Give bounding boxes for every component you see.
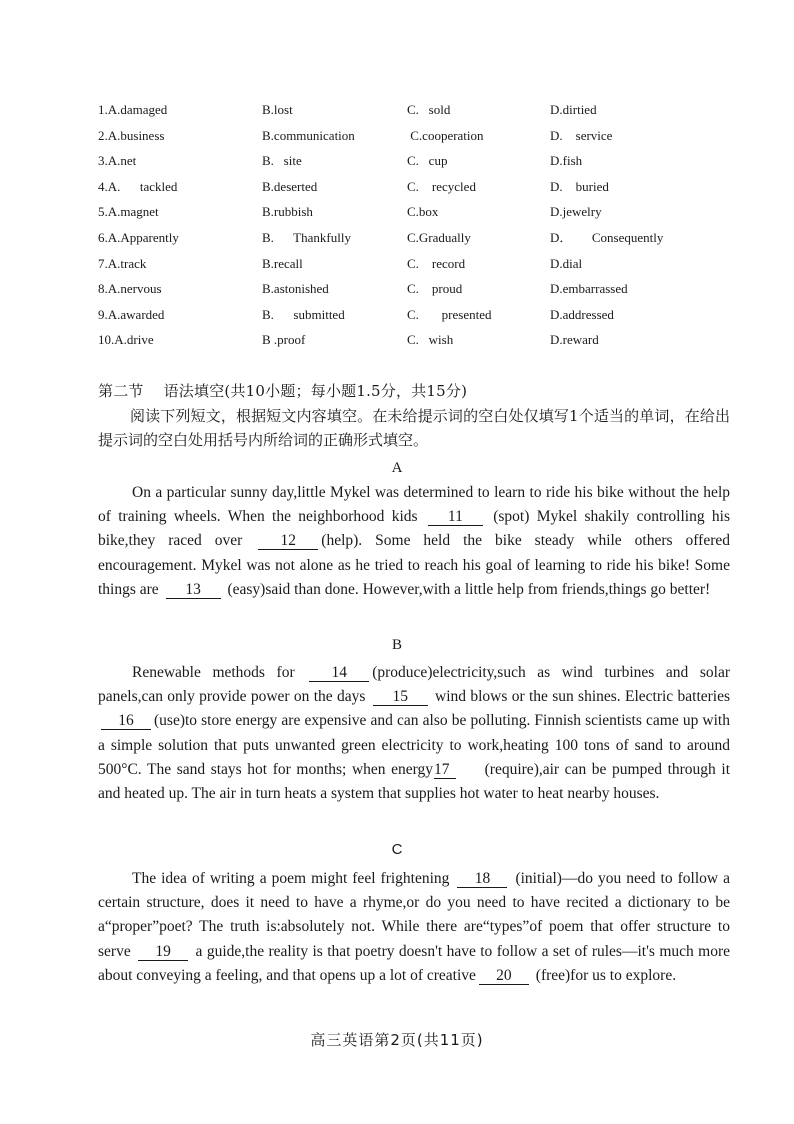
passage-a [98, 481, 730, 602]
passage-text: (use)to store energy are expensive and can also be polluting. Finnish scientists came up with a simple solution that puts unwanted green electricity to work,heating 100 tons of sand to around 500°C. The sand stays hot for months; when energy [98, 712, 730, 778]
option-b: B.astonished [262, 281, 329, 297]
section-title: 语法填空(共10小题；每小题1.5分，共15分) [163, 382, 468, 400]
passage-c [98, 867, 730, 988]
option-row-3 [98, 151, 698, 177]
option-a: 7.A.track [98, 255, 147, 271]
passage-label-a: A [391, 460, 403, 476]
blank-14[interactable]: 14 [309, 665, 369, 682]
option-c: C.Gradually [407, 229, 471, 245]
section-number: 第二节 [98, 382, 144, 400]
option-c: C. proud [407, 281, 463, 297]
blank-16[interactable]: 16 [101, 713, 151, 730]
option-row-7 [98, 254, 698, 280]
passage-text: (spot) Mykel shakily controlling his bike,they raced over [98, 508, 731, 550]
blank-11[interactable]: 11 [428, 509, 483, 526]
option-c: C. cup [407, 153, 448, 169]
option-a: 2.A.business [98, 127, 165, 143]
passage-text: a guide,the reality is that poetry doesn't have to follow a set of rules—it's much more about conveying a feeling, and that opens up a lot of creative [98, 942, 731, 984]
passage-label-c: C [391, 841, 403, 858]
option-a: 10.A.drive [98, 332, 154, 348]
option-b: B .proof [262, 332, 306, 348]
blank-13[interactable]: 13 [166, 582, 221, 599]
option-b: B.recall [262, 255, 303, 271]
option-c: C. wish [407, 332, 454, 348]
option-c: C. presented [407, 306, 492, 322]
blank-18[interactable]: 18 [457, 871, 507, 888]
option-a: 9.A.awarded [98, 306, 165, 322]
option-d: D. service [550, 127, 613, 143]
passage-text: Renewable methods for [132, 664, 295, 681]
passage-text: wind blows or the sun shines. Electric batteries [435, 688, 731, 706]
blank-19[interactable]: 19 [138, 944, 188, 961]
option-d: D.dirtied [550, 102, 597, 117]
option-c: C.cooperation [407, 127, 484, 143]
option-d: D.dial [550, 255, 583, 271]
option-d: D. buried [550, 178, 609, 194]
option-b: B.communication [262, 127, 355, 143]
blank-17[interactable]: 17 [434, 762, 456, 779]
option-row-4 [98, 177, 698, 203]
option-a: 1.A.damaged [98, 102, 168, 117]
option-d: D． Consequently [550, 229, 664, 245]
passage-text: On a particular sunny day,little Mykel was determined to learn to ride his bike without the help of training wheels. When the neighborhood kids [98, 484, 730, 526]
option-d: D.jewelry [550, 204, 602, 220]
passage-text: (initial)—do you need to follow a certain structure, does it need to have a rhyme,or do you need to have recited a dictionary to be a“proper”poet? The truth is:absolutely not. While there are“types”of poem that offer structure to serve [98, 870, 731, 960]
option-c: C. record [407, 255, 466, 271]
option-row-9 [98, 305, 698, 331]
option-d: D.fish [550, 153, 583, 169]
option-row-2 [98, 126, 698, 152]
option-d: D.reward [550, 332, 599, 348]
option-d: D.addressed [550, 306, 614, 322]
passage-text: The idea of writing a poem might feel frightening [132, 870, 450, 887]
option-a: 3.A.net [98, 153, 137, 169]
option-a: 8.A.nervous [98, 281, 162, 297]
option-row-10 [98, 330, 698, 356]
passage-label-b: B [391, 637, 402, 653]
blank-20[interactable]: 20 [479, 968, 529, 985]
passage-text: (produce)electricity,such as wind turbines and solar panels,can only provide power on the days [98, 664, 731, 706]
passage-text: (easy)said than done. However,with a little help from friends,things go better! [227, 580, 711, 598]
option-row-5 [98, 202, 698, 228]
option-c: C. recycled [407, 178, 476, 194]
option-a: 6.A.Apparently [98, 229, 179, 245]
section-heading [98, 381, 467, 401]
option-d: D.embarrassed [550, 281, 628, 297]
page-footer: 高三英语第2页(共11页) [310, 1031, 484, 1049]
option-b: B.lost [262, 102, 293, 117]
option-row-1 [98, 100, 698, 126]
option-c: C.box [407, 204, 439, 220]
option-b: B.rubbish [262, 204, 313, 220]
option-b: B. Thankfully [262, 229, 351, 245]
options-table [98, 100, 698, 356]
option-a: 5.A.magnet [98, 204, 159, 220]
blank-12[interactable]: 12 [258, 533, 318, 550]
option-a: 4.A. tackled [98, 178, 178, 194]
blank-15[interactable]: 15 [373, 689, 428, 706]
passage-text: (help). Some held the bike steady while others offered encouragement. Mykel was not alone as he tried to reach his goal of learning to ride his bike! Some things are [98, 532, 730, 598]
option-b: B. site [262, 153, 302, 169]
passage-text: (require),air can be pumped through it and heated up. The air in turn heats a system that supplies hot water to heat nearby houses. [98, 760, 731, 803]
passage-text: (free)for us to explore. [535, 966, 677, 984]
option-b: B. submitted [262, 306, 345, 322]
section-instructions: 阅读下列短文，根据短文内容填空。在未给提示词的空白处仅填写1个适当的单词，在给出提示词的空白处用括号内所给词的正确形式填空。 [98, 407, 730, 449]
option-b: B.deserted [262, 178, 318, 194]
option-row-6 [98, 228, 698, 254]
passage-b [98, 661, 730, 806]
option-row-8 [98, 279, 698, 305]
option-c: C. sold [407, 102, 451, 117]
